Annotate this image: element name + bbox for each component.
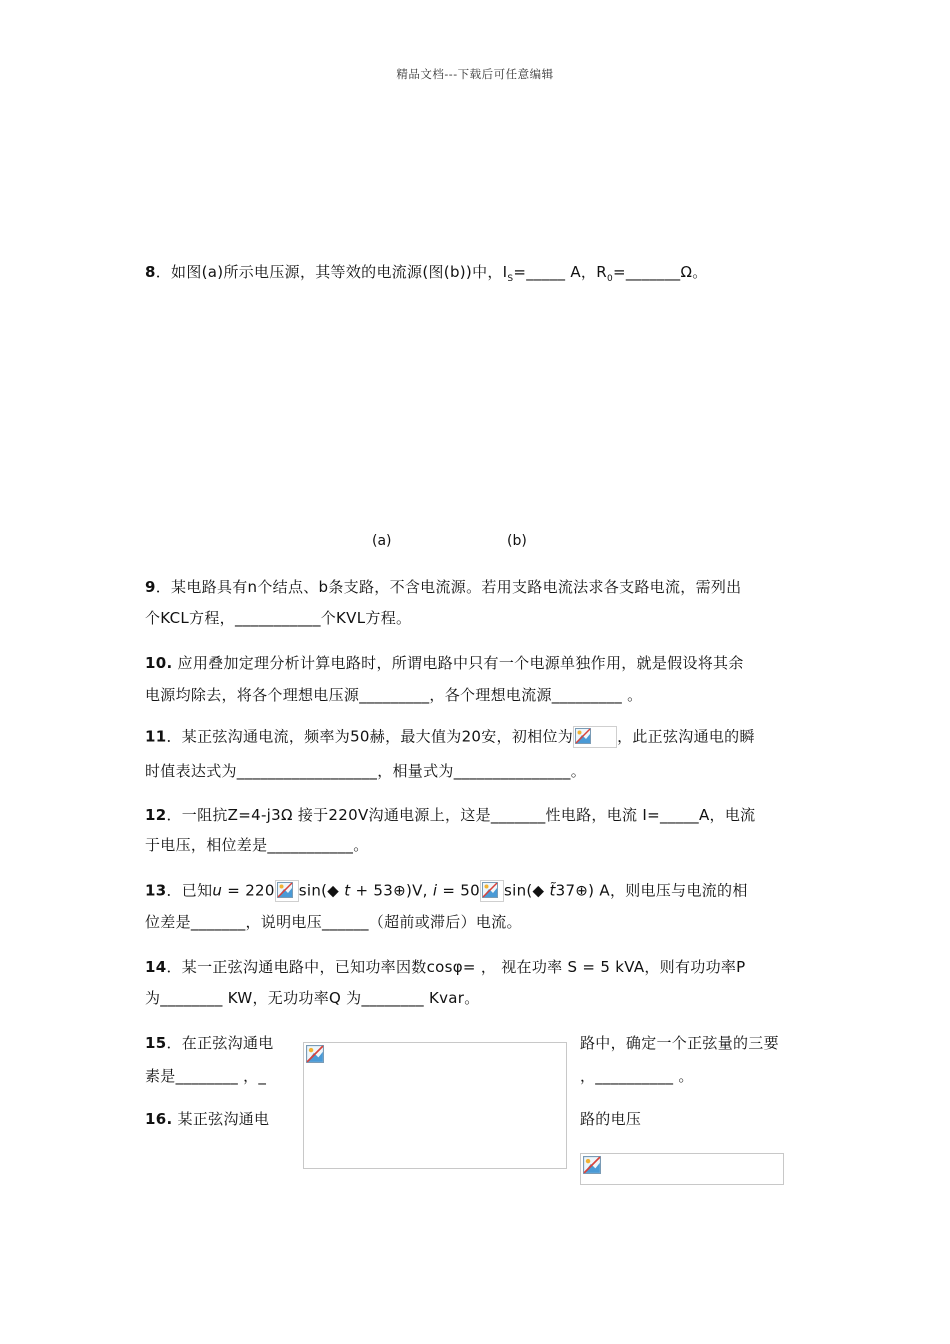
embedded-image-placeholder	[303, 1042, 567, 1169]
question-16	[145, 1109, 269, 1129]
question-text: 37⊕) A，则电压与电流的相	[555, 881, 748, 900]
broken-image-icon	[277, 882, 293, 898]
question-text: sin(◆	[298, 881, 345, 900]
question-text: ．某正弦沟通电流，频率为50赫，最大值为20安，初相位为	[166, 727, 574, 746]
broken-image-icon	[583, 1156, 601, 1174]
variable-t: t̃	[549, 881, 556, 900]
question-15	[145, 1033, 274, 1053]
inline-image-placeholder	[573, 726, 617, 748]
broken-image-icon	[306, 1045, 324, 1063]
inline-image-placeholder	[480, 880, 504, 902]
figure-caption-b: (b)	[507, 533, 527, 549]
broken-image-icon	[575, 728, 591, 744]
question-14-line-2: 为________ KW，无功功率Q 为________ Kvar。	[145, 989, 480, 1007]
question-11	[145, 726, 755, 748]
question-number: 13	[145, 881, 167, 900]
question-text: ，此正弦沟通电的瞬	[617, 727, 755, 746]
question-15-line-1-right: 路中，确定一个正弦量的三要	[580, 1034, 779, 1052]
question-8	[145, 262, 708, 289]
question-number: 15	[145, 1034, 167, 1052]
question-number: 8	[145, 263, 156, 281]
question-9	[145, 577, 741, 597]
question-number: 16.	[145, 1110, 173, 1128]
embedded-image-placeholder	[580, 1153, 784, 1185]
question-number: 12	[145, 806, 167, 824]
question-13-line-2: 位差是_______，说明电压______（超前或滞后）电流。	[145, 913, 522, 931]
question-text: ．已知	[166, 881, 213, 900]
question-text: ．一阻抗Z=4-j3Ω 接于220V沟通电源上，这是_______性电路，电流 I=_____A，电流	[166, 806, 756, 824]
question-text: =_____ A，R	[513, 263, 607, 281]
question-text: ．某电路具有n个结点、b条支路，不含电流源。若用支路电流法求各支路电流，需列出	[155, 578, 742, 596]
question-text: sin(◆	[503, 881, 550, 900]
question-text: 某正弦沟通电	[172, 1110, 270, 1128]
question-text: + 53⊕)V,	[350, 881, 433, 900]
question-15-line-2-left: 素是________ ，_	[145, 1067, 267, 1085]
question-12	[145, 805, 755, 825]
question-number: 14	[145, 958, 167, 976]
question-13	[145, 880, 748, 902]
question-text: =_______Ω。	[612, 263, 708, 281]
question-number: 11	[145, 727, 167, 746]
question-text: = 220	[222, 881, 275, 900]
question-number: 9	[145, 578, 156, 596]
question-10-line-2: 电源均除去，将各个理想电压源_________，各个理想电流源_________ 。	[145, 686, 643, 704]
inline-image-placeholder	[275, 880, 299, 902]
broken-image-icon	[482, 882, 498, 898]
question-number: 10.	[145, 654, 173, 672]
question-text: = 50	[437, 881, 480, 900]
question-14	[145, 957, 746, 977]
question-text: 应用叠加定理分析计算电路时，所谓电路中只有一个电源单独作用，就是假设将其余	[172, 654, 744, 672]
question-10	[145, 653, 744, 673]
variable-u: u	[212, 881, 223, 900]
question-12-line-2: 于电压，相位差是___________。	[145, 836, 369, 854]
question-11-line-2: 时值表达式为__________________，相量式为_______________。	[145, 762, 587, 780]
variable-t: t	[344, 881, 351, 900]
question-text: ．某一正弦沟通电路中，已知功率因数cosφ= ， 视在功率 S = 5 kVA，则有功功率P	[166, 958, 746, 976]
question-9-line-2: 个KCL方程，___________个KVL方程。	[145, 609, 412, 627]
question-text: ．在正弦沟通电	[166, 1034, 274, 1052]
variable-i: i	[432, 881, 438, 900]
subscript-0: 0	[606, 274, 613, 284]
question-text: ．如图(a)所示电压源，其等效的电流源(图(b))中，I	[155, 263, 508, 281]
figure-caption-a: (a)	[372, 533, 392, 549]
question-15-line-2-right: ，__________ 。	[580, 1067, 694, 1085]
question-16-line-1-right: 路的电压	[580, 1110, 642, 1128]
subscript-s: S	[507, 274, 514, 284]
page-header: 精品文档---下载后可任意编辑	[396, 67, 554, 81]
